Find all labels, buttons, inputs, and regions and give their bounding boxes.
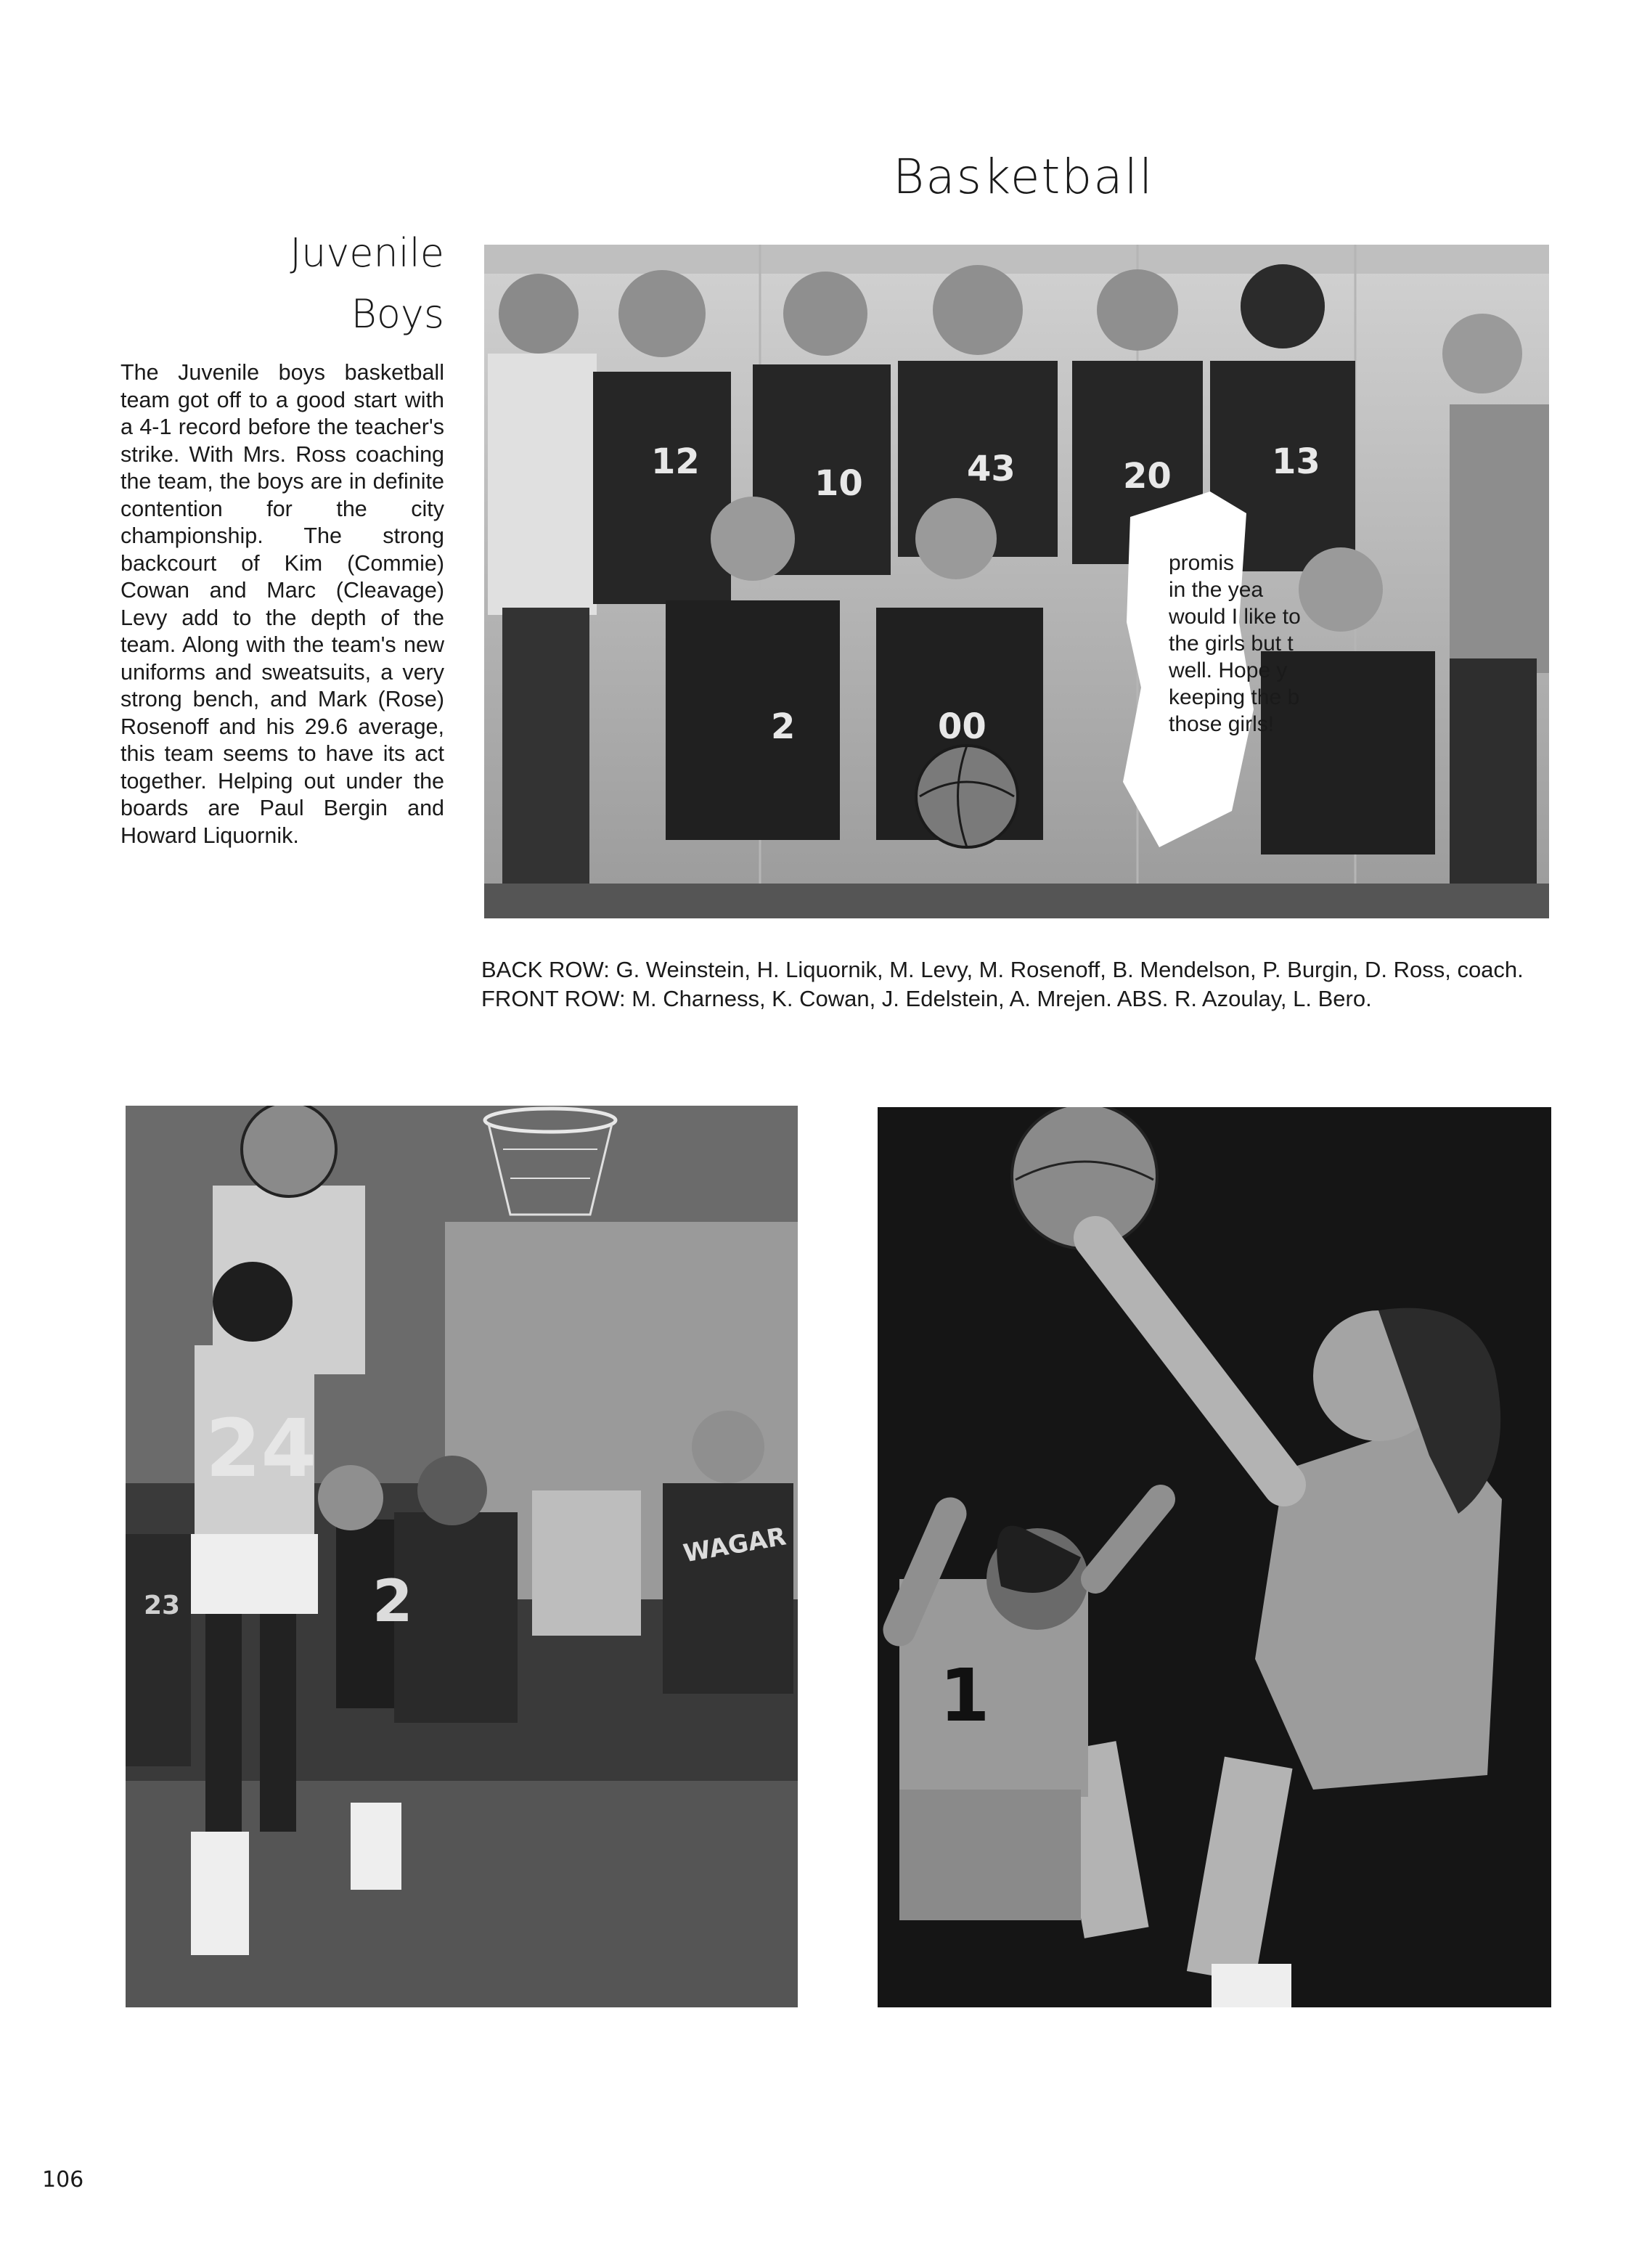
action-photo-left xyxy=(126,1106,798,2007)
torn-insert-line: keeping the b xyxy=(1169,685,1300,709)
page-number: 106 xyxy=(42,2167,84,2192)
action-photo-right-graphic xyxy=(878,1107,1551,2007)
torn-insert-line: would I like to xyxy=(1169,605,1301,629)
action-right-jersey-number: 1 xyxy=(939,1653,990,1738)
team-jersey-number: 12 xyxy=(651,441,700,482)
team-photo-caption: BACK ROW: G. Weinstein, H. Liquornik, M. Levy, M. Rosenoff, B. Mendelson, P. Burgin, D. Ross, coach. FRONT ROW: M. Charness, K. Cowan, J. Edelstein, A. Mrejen. ABS. R. Azoulay, L. Bero. xyxy=(481,957,1524,1011)
team-photo-graphic xyxy=(484,245,1549,918)
page-title: Basketball xyxy=(893,149,1154,205)
action-left-jersey-number: 2 xyxy=(372,1567,413,1635)
team-jersey-number: 2 xyxy=(771,706,796,747)
torn-insert-line: in the yea xyxy=(1169,578,1264,602)
action-left-jersey-number: 23 xyxy=(144,1591,181,1620)
action-left-jersey-text: WAGAR xyxy=(681,1522,788,1569)
torn-insert-line: promis xyxy=(1169,551,1235,575)
section-title-boys: Boys xyxy=(351,291,444,337)
action-photo-right xyxy=(878,1107,1551,2007)
team-jersey-number: 20 xyxy=(1123,456,1172,497)
team-jersey-number: 43 xyxy=(967,449,1016,489)
torn-insert-line: well. Hope y xyxy=(1169,658,1288,682)
article-body: The Juvenile boys basketball team got off to a good start with a 4-1 record before the teacher's strike. With Mrs. Ross coaching the team, the boys are in definite contention for the city championship. The strong backcourt of Kim (Commie) Cowan and Marc (Cleavage) Levy add to the depth of the team. Along with the team's new uniforms and sweatsuits, a very strong bench, and Mark (Rose) Rosenoff and his 29.6 average, this team seems to have its act together. Helping out under the boards are Paul Bergin and Howard Liquornik. xyxy=(120,360,444,848)
torn-insert-line: the girls but t xyxy=(1169,632,1294,656)
torn-insert-text xyxy=(1169,550,1343,738)
action-photo-left-graphic xyxy=(126,1106,798,2007)
action-left-jersey-number: 24 xyxy=(205,1402,317,1495)
team-jersey-number: 00 xyxy=(938,706,986,747)
team-jersey-number: 13 xyxy=(1272,441,1320,482)
torn-insert-line: those girls! xyxy=(1169,712,1275,736)
section-title-juvenile: Juvenile xyxy=(290,230,444,276)
team-photo xyxy=(484,245,1549,918)
team-jersey-number: 10 xyxy=(814,463,863,504)
